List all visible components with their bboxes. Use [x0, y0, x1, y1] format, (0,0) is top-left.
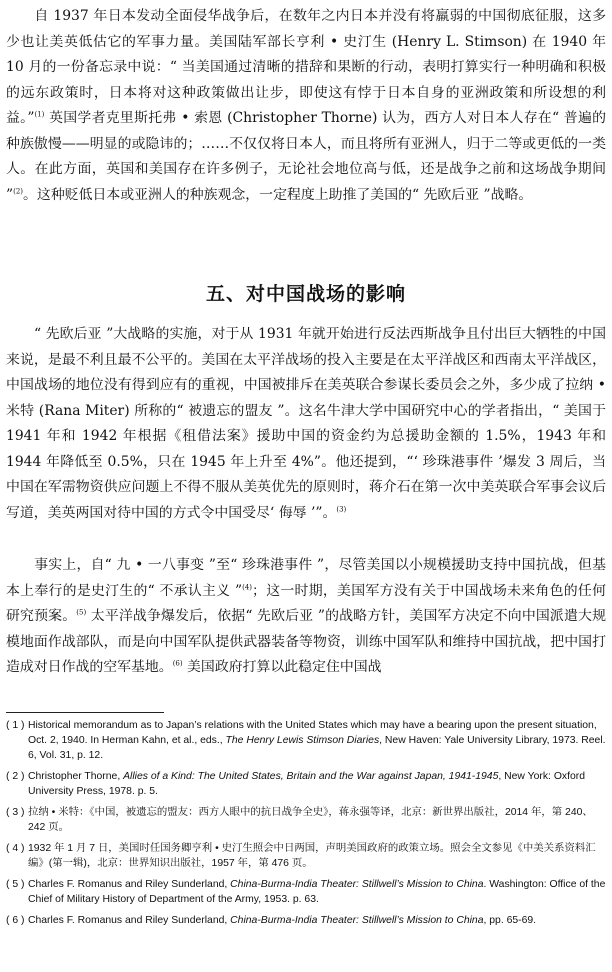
footnote-number: ( 2 ) [6, 771, 25, 782]
footnote-text: Christopher Thorne, [28, 771, 124, 782]
section-heading: 五、对中国战场的影响 [205, 283, 406, 305]
footnote-5 [6, 877, 606, 907]
footnote-1 [6, 718, 606, 763]
footnote-number: ( 3 ) [6, 807, 25, 818]
paragraph-intro [6, 4, 606, 208]
footnote-ref-6[interactable]: (6) [172, 659, 183, 668]
footnote-ref-3[interactable]: (3) [336, 504, 347, 513]
paragraph-text: “ 先欧后亚 ”大战略的实施，对于从 1931 年就开始进行反法西斯战争且付出巨大牺牲的中国来说，是最不利且最不公平的。美国在太平洋战场的投入主要是在太平洋战区和西南太平洋战区，中国战场的地位没有得到应有的重视，中国被排斥在美英联合参谋长委员会之外，多少成了拉纳 • 米特 (Rana Miter) 所称的“ 被遗忘的盟友 ”。这名牛津大学中国研究中心的学者指出，“ 美国于 1941 年和 1942 年根据《租借法案》援助中国的资金约为总援助金额的 1.5%，1943 年和 1944 年降低至 0.5%，只在 1945 年上升至 4%”。他还提到，“‘ 珍珠港事件 ’爆发 3 周后，当中国在军需物资供应问题上不得不服从美英优先的原则时，蒋介石在第一次中美英联合军事会议后写道，美英两国对待中国的方式令中国受尽‘ 侮辱 ’”。 [6, 326, 606, 521]
footnote-title: Allies of a Kind: The United States, Britain and the War against Japan, 1941-1945 [123, 771, 499, 782]
footnote-ref-1[interactable]: (1) [34, 110, 45, 119]
footnote-ref-5[interactable]: (5) [76, 608, 87, 617]
footnote-text: , New York: Oxford University Press, 1978. p. 5. [28, 771, 585, 797]
footnote-text: Historical memorandum as to Japan’s relations with the United States which may have a bearing upon the present situation, Oct. 2, 1940. In Herman Kahn, et al., eds., [28, 720, 597, 746]
footnote-title: The Henry Lewis Stimson Diaries [225, 735, 380, 746]
footnote-text: 1932 年 1 月 7 日，美国时任国务卿亨利 • 史汀生照会中日两国，声明美国政府的政策立场。照会全文参见《中美关系资料汇编》(第一辑)，北京：世界知识出版社，1957 年，第 476 页。 [28, 843, 596, 869]
footnote-number: ( 4 ) [6, 843, 25, 854]
footnote-4 [6, 841, 606, 871]
footnote-text: 拉纳 • 米特：《中国，被遗忘的盟友：西方人眼中的抗日战争全史》，蒋永强等译，北京：新世界出版社，2014 年，第 240、242 页。 [28, 807, 593, 833]
paragraph-text: 英国学者克里斯托弗 • 索恩 (Christopher Thorne) 认为，西方人对日本人存在“ 普遍的种族傲慢——明显的或隐讳的；……不仅仅将日本人，而且将所有亚洲人，归于二等或更低的一类人。在此方面，英国和美国存在许多例子，无论社会地位高与低，还是战争之前和这场战争期间 ” [6, 110, 607, 203]
footnote-text: . Washington: Office of the Chief of Military History of Department of the Army, 1953. p. 63. [28, 879, 606, 905]
paragraph-text: 太平洋战争爆发后，依据“ 先欧后亚 ”的战略方针，美国军方决定不向中国派遣大规模地面作战部队，而是向中国军队提供武器装备等物资，训练中国军队和维持中国抗战，把中国打造成对日作战的空军基地。 [6, 608, 606, 675]
paragraph-text: ；这一时期，美国军方没有关于中国战场未来角色的任何研究预案。 [6, 582, 606, 624]
paragraph-text: 美国政府打算以此稳定住中国战 [182, 659, 382, 675]
footnote-ref-2[interactable]: (2) [13, 186, 24, 195]
paragraph-third [6, 553, 606, 681]
footnotes [6, 718, 606, 934]
footnote-text: , New Haven: Yale University Library, 1973. Reel. 6, Vol. 31, p. 12. [28, 735, 606, 761]
footnote-title: China-Burma-India Theater: Stillwell’s Mission to China [230, 879, 484, 890]
paragraph-second [6, 322, 606, 526]
paragraph-text: 事实上，自“ 九 • 一八事变 ”至“ 珍珠港事件 ”，尽管美国以小规模援助支持中国抗战，但基本上奉行的是史汀生的“ 不承认主义 ” [6, 557, 606, 599]
footnote-divider [6, 712, 164, 713]
footnote-2 [6, 769, 606, 799]
paragraph-text: 自 1937 年日本发动全面侵华战争后，在数年之内日本并没有将羸弱的中国彻底征服，这多少也让美英低估它的军事力量。美国陆军部长亨利 • 史汀生 (Henry L. Stimson) 在 1940 年 10 月的一份备忘录中说：“ 当美国通过清晰的措辞和果断的行动，表明打算实行一种明确和积极的远东政策时，日本将对这种政策做出让步，即使这有悖于日本自身的亚洲政策和所设想的利益。” [6, 8, 606, 126]
footnote-3 [6, 805, 606, 835]
footnote-title: China-Burma-India Theater: Stillwell’s Mission to China [230, 915, 484, 926]
footnote-number: ( 1 ) [6, 720, 25, 731]
footnote-ref-4[interactable]: (4) [242, 582, 253, 591]
footnote-number: ( 6 ) [6, 915, 25, 926]
footnote-6 [6, 913, 606, 928]
paragraph-text: 。这种贬低日本或亚洲人的种族观念，一定程度上助推了美国的“ 先欧后亚 ”战略。 [23, 186, 533, 203]
footnote-text: , pp. 65-69. [483, 915, 537, 926]
footnote-text: Charles F. Romanus and Riley Sunderland, [28, 915, 231, 926]
footnote-number: ( 5 ) [6, 879, 25, 890]
footnote-text: Charles F. Romanus and Riley Sunderland, [28, 879, 231, 890]
